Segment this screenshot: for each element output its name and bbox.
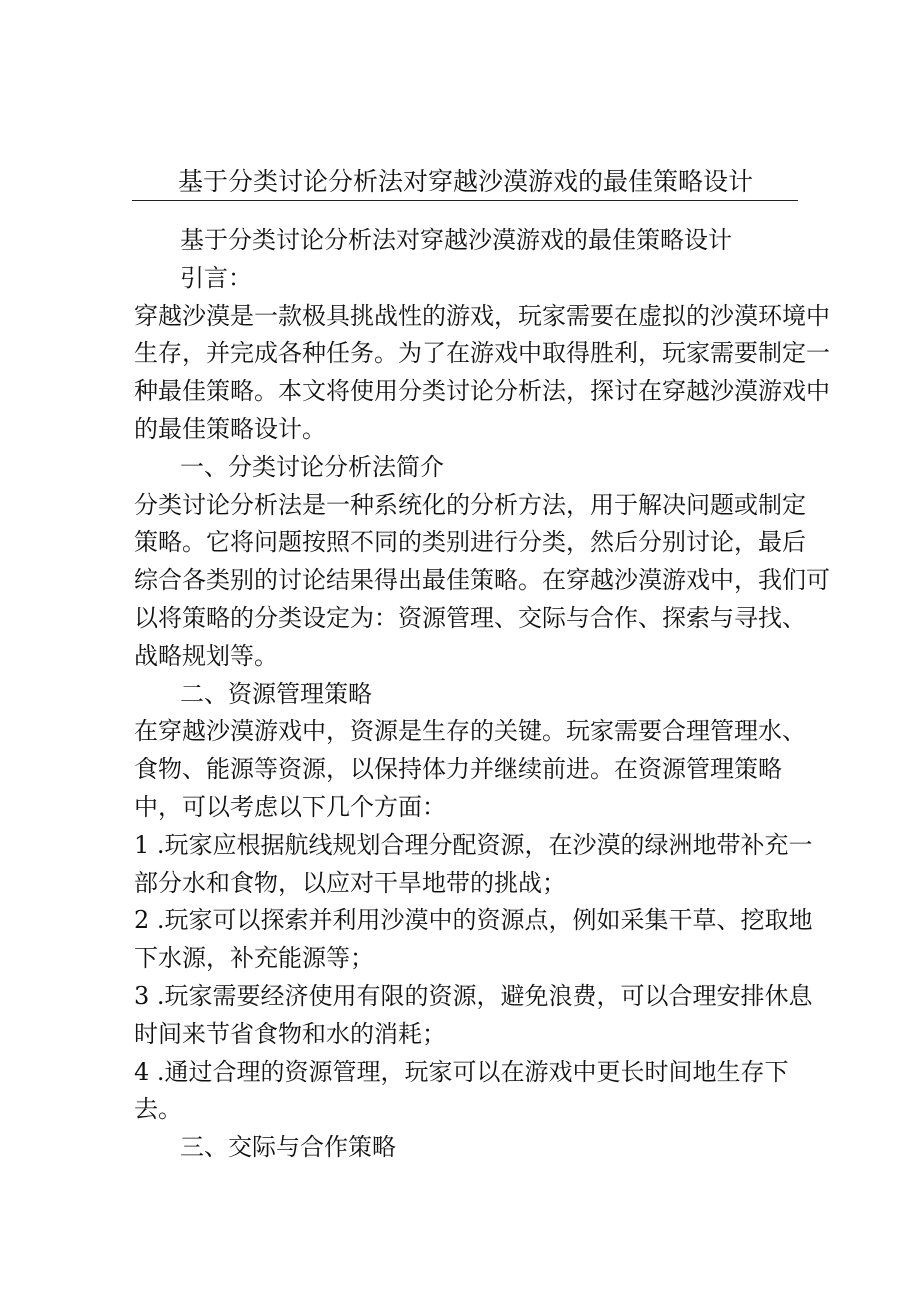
paragraph-line: 的最佳策略设计。 <box>134 414 326 443</box>
paragraph-line: 在穿越沙漠游戏中，资源是生存的关键。玩家需要合理管理水、 <box>134 717 806 746</box>
paragraph-line: 策略。它将问题按照不同的类别进行分类，然后分别讨论，最后 <box>134 528 806 557</box>
paragraph-line: 以将策略的分类设定为：资源管理、交际与合作、探索与寻找、 <box>134 603 806 632</box>
list-item-continuation: 部分水和食物，以应对干旱地带的挑战； <box>134 868 566 897</box>
list-item: 3 .玩家需要经济使用有限的资源，避免浪费，可以合理安排休息 <box>134 981 813 1010</box>
section-heading-3: 三、交际与合作策略 <box>180 1133 396 1162</box>
document-body <box>134 222 830 1167</box>
section-heading-intro: 引言： <box>180 263 252 292</box>
paragraph-line: 中，可以考虑以下几个方面： <box>134 792 446 821</box>
list-item-continuation: 去。 <box>134 1095 182 1124</box>
section-heading-1: 一、分类讨论分析法简介 <box>180 452 444 481</box>
page-header <box>132 166 798 201</box>
paragraph-line: 生存，并完成各种任务。为了在游戏中取得胜利，玩家需要制定一 <box>134 339 830 368</box>
list-item: 1 .玩家应根据航线规划合理分配资源，在沙漠的绿洲地带补充一 <box>134 830 813 859</box>
document-title: 基于分类讨论分析法对穿越沙漠游戏的最佳策略设计 <box>180 226 732 254</box>
paragraph-line: 战略规划等。 <box>134 641 278 670</box>
section-heading-2: 二、资源管理策略 <box>180 679 372 708</box>
paragraph-line: 分类讨论分析法是一种系统化的分析方法，用于解决问题或制定 <box>134 490 806 519</box>
paragraph-line: 种最佳策略。本文将使用分类讨论分析法，探讨在穿越沙漠游戏中 <box>134 377 830 406</box>
list-item: 4 .通过合理的资源管理，玩家可以在游戏中更长时间地生存下 <box>134 1057 789 1086</box>
list-item-continuation: 下水源，补充能源等； <box>134 944 374 973</box>
list-item: 2 .玩家可以探索并利用沙漠中的资源点，例如采集干草、挖取地 <box>134 906 813 935</box>
paragraph-line: 综合各类别的讨论结果得出最佳策略。在穿越沙漠游戏中，我们可 <box>134 566 830 595</box>
paragraph-line: 穿越沙漠是一款极具挑战性的游戏，玩家需要在虚拟的沙漠环境中 <box>134 301 830 330</box>
list-item-continuation: 时间来节省食物和水的消耗； <box>134 1019 446 1048</box>
page-header-title: 基于分类讨论分析法对穿越沙漠游戏的最佳策略设计 <box>178 167 754 196</box>
paragraph-line: 食物、能源等资源，以保持体力并继续前进。在资源管理策略 <box>134 755 782 784</box>
